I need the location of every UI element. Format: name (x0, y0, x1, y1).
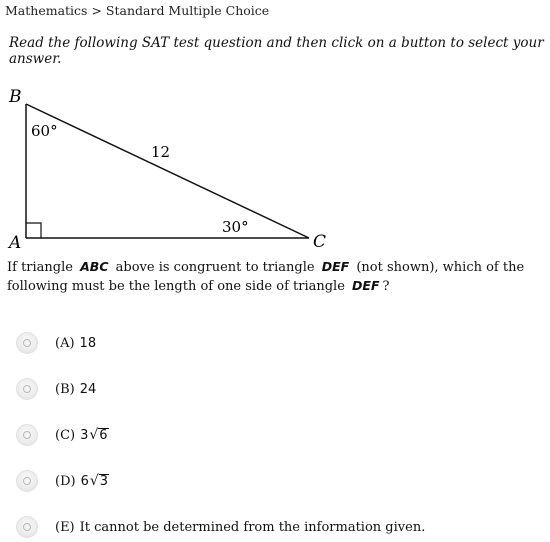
breadcrumb (5, 3, 269, 18)
vertex-label-b: B (9, 87, 22, 107)
choice-e-label (55, 520, 425, 535)
choice-a-value: 18 (79, 335, 97, 351)
hypotenuse-label: 12 (151, 143, 171, 161)
instructions-text: Read the following SAT test question and then click on a button to select your answer. (9, 35, 544, 67)
question-text (7, 258, 547, 296)
radio-button-icon[interactable] (16, 378, 38, 400)
square-root-icon: √ (89, 473, 99, 489)
right-angle-marker (26, 223, 41, 238)
choice-d-radical (81, 473, 109, 489)
choice-c-coefficient: 3 (80, 427, 89, 443)
choice-b-label (55, 382, 96, 397)
answer-choice-b[interactable] (16, 378, 96, 400)
angle-c-label: 30° (222, 218, 249, 236)
choice-b-letter: (B) (55, 381, 75, 397)
question-part-3: (not shown), which of the following must be the length of one side of triangle (7, 260, 525, 294)
triangle-figure (0, 84, 340, 254)
answer-choice-c[interactable] (16, 424, 109, 446)
choice-e-value: It cannot be determined from the information given. (79, 519, 426, 535)
question-part-4: ? (382, 279, 390, 294)
choice-e-letter: (E) (55, 519, 75, 535)
radio-button-icon[interactable] (16, 332, 38, 354)
breadcrumb-separator: > (91, 3, 102, 18)
answer-choice-d[interactable] (16, 470, 109, 492)
choice-b-value: 24 (79, 381, 97, 397)
choice-a-letter: (A) (55, 335, 75, 351)
triangle-side-bc (26, 104, 309, 238)
triangle-name-def: DEF (321, 259, 350, 274)
question-part-1: If triangle (7, 260, 73, 275)
choice-d-label (55, 473, 109, 489)
choice-c-letter: (C) (55, 427, 76, 443)
radio-button-icon[interactable] (16, 424, 38, 446)
radio-button-icon[interactable] (16, 516, 38, 538)
breadcrumb-subject: Mathematics (5, 3, 88, 18)
angle-b-label: 60° (31, 122, 58, 140)
radio-button-icon[interactable] (16, 470, 38, 492)
triangle-name-def-2: DEF (352, 278, 380, 293)
choice-c-radicand: 6 (99, 427, 108, 443)
vertex-label-c: C (313, 232, 327, 252)
answer-choice-e[interactable] (16, 516, 425, 538)
question-part-2: above is congruent to triangle (115, 260, 315, 275)
choice-a-label (55, 336, 96, 351)
answer-choice-a[interactable] (16, 332, 96, 354)
vertex-label-a: A (9, 233, 22, 253)
choice-c-radical (80, 427, 108, 443)
square-root-icon: √ (89, 427, 99, 443)
choice-d-radicand: 3 (99, 473, 109, 489)
triangle-name-abc: ABC (80, 259, 109, 274)
choice-c-label (55, 427, 109, 443)
choice-d-letter: (D) (55, 473, 76, 489)
choice-d-coefficient: 6 (80, 473, 89, 489)
breadcrumb-section: Standard Multiple Choice (105, 3, 270, 18)
